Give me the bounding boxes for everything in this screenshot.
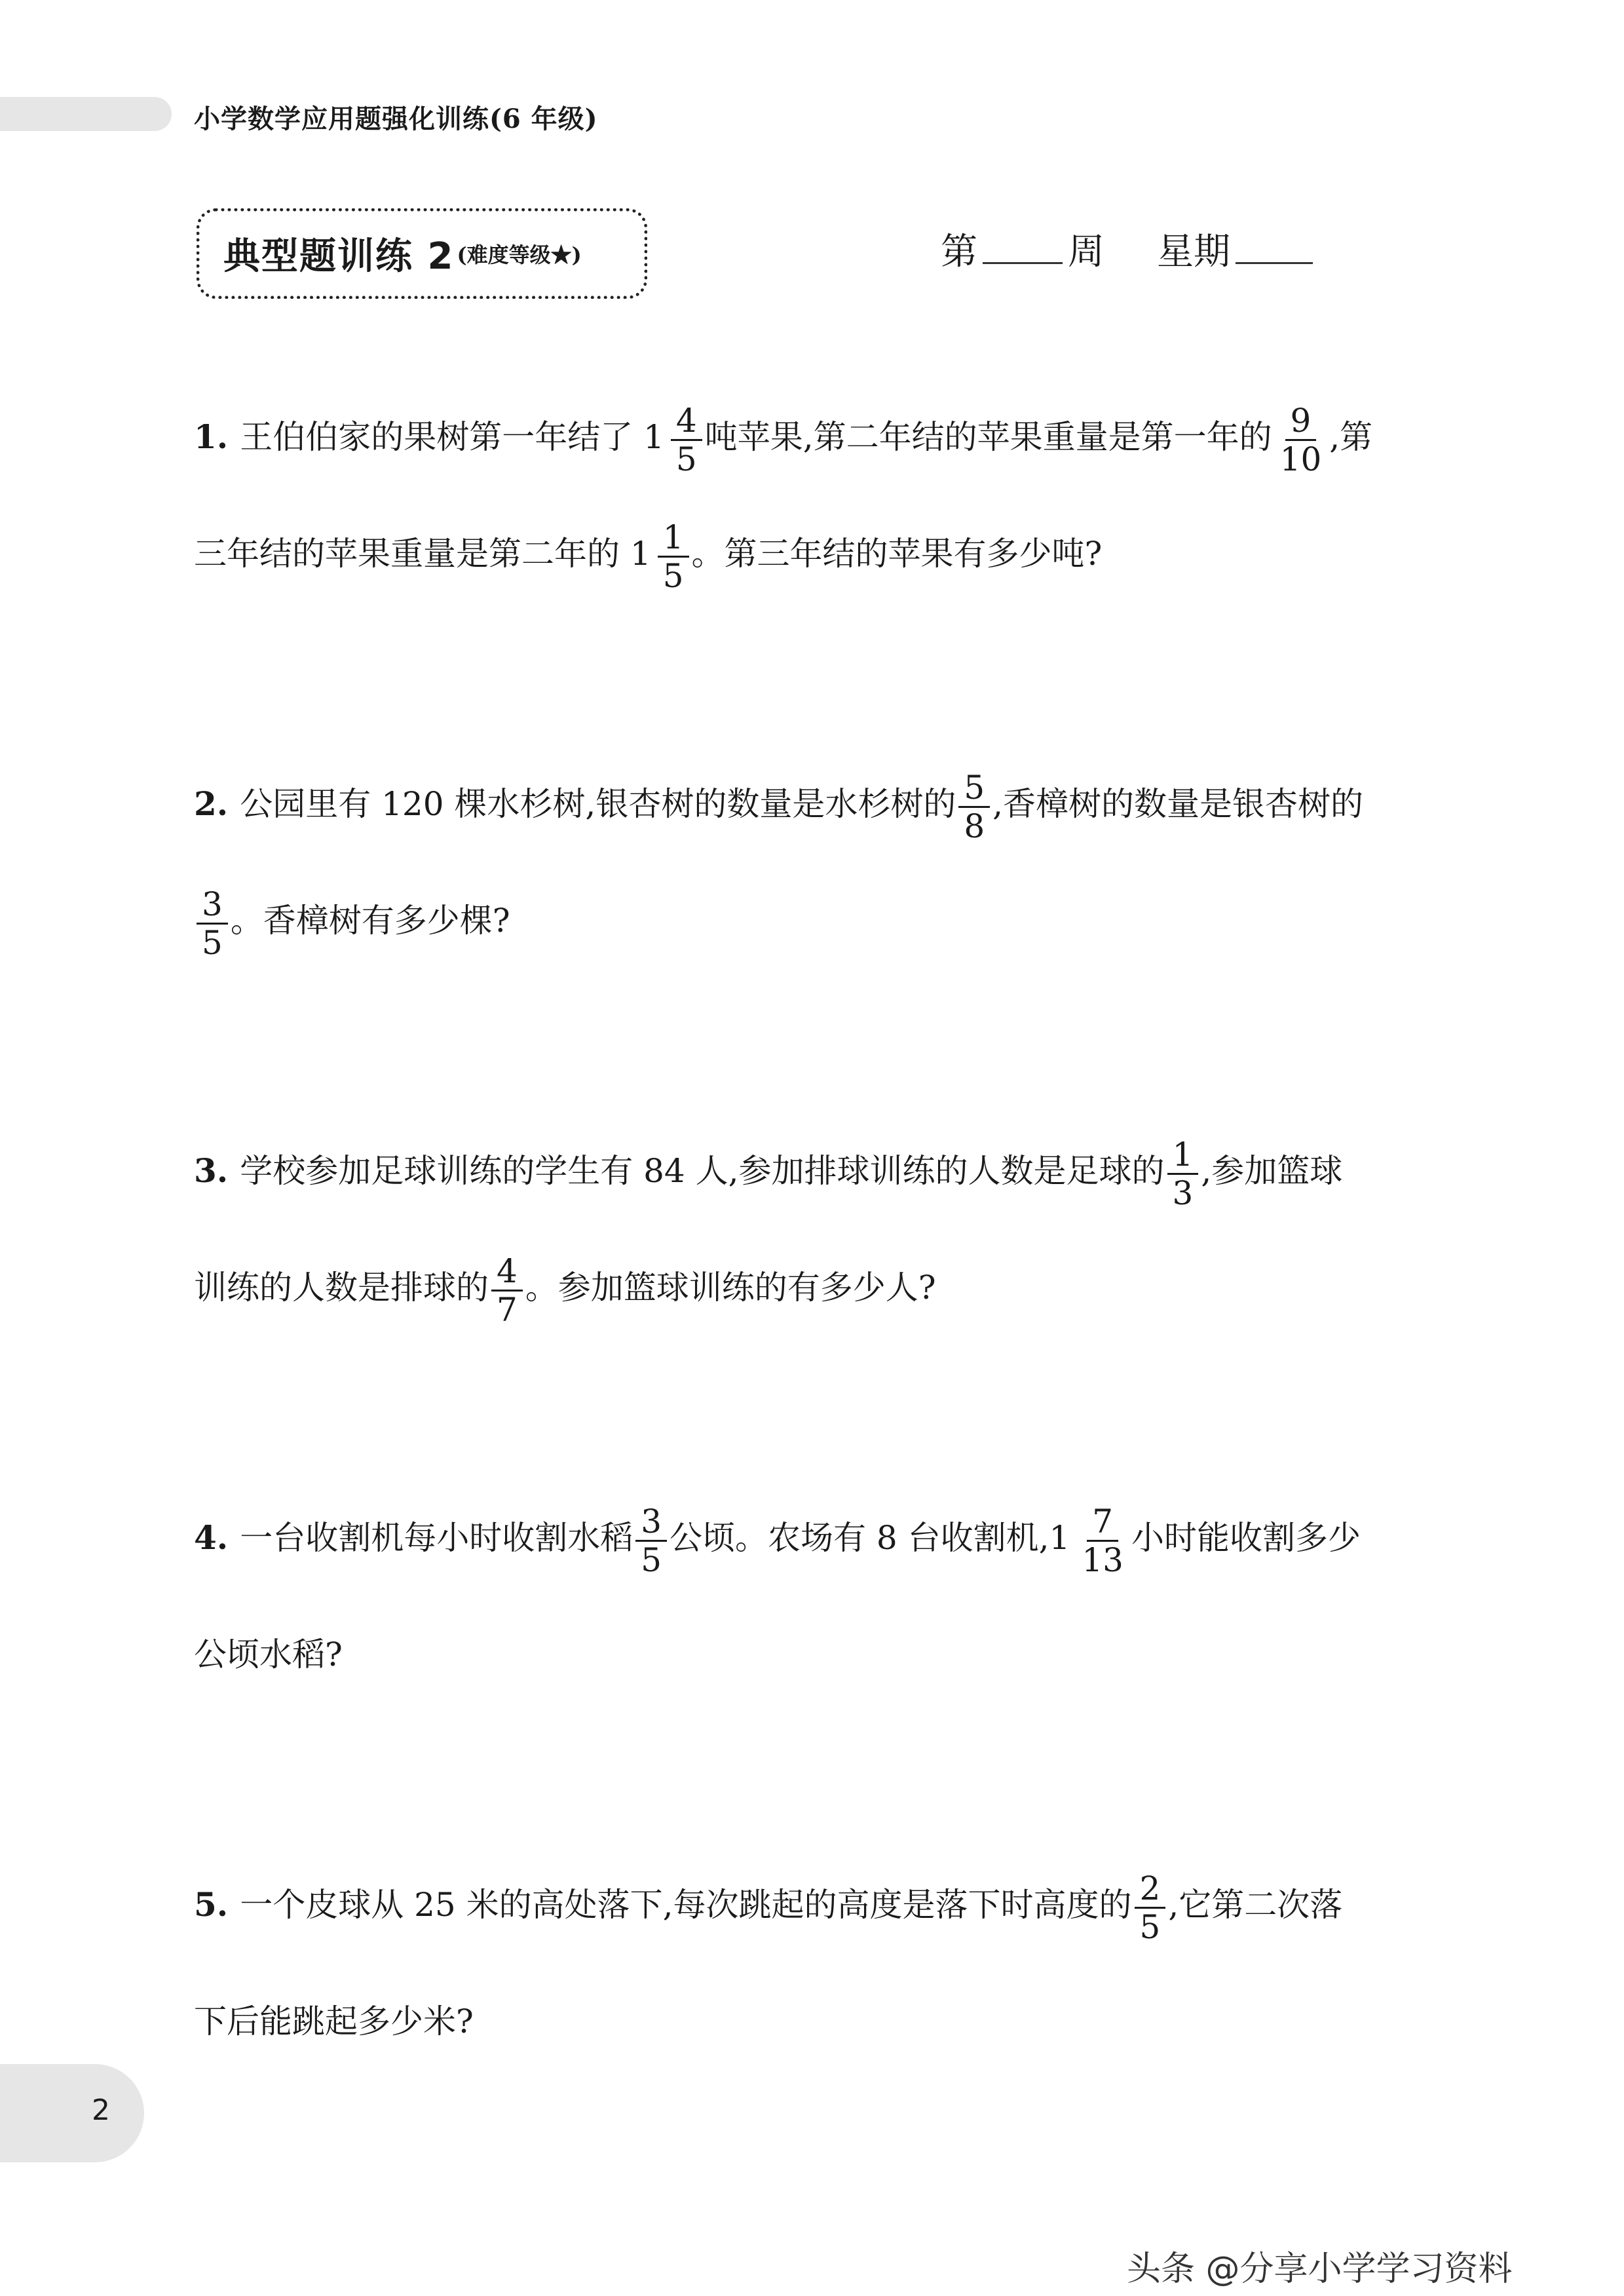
question-number: 5.	[194, 1885, 229, 1924]
weekday-label: 星期	[1157, 231, 1230, 273]
question-text: ,参加篮球	[1201, 1152, 1343, 1190]
mixed-number-whole: 1	[1049, 1519, 1070, 1557]
question-text: 公顷。农场有 8 台收割机,	[670, 1519, 1049, 1557]
question-number: 3.	[194, 1151, 229, 1190]
question-1	[194, 379, 1445, 612]
fraction-numerator: 3	[635, 1503, 667, 1542]
question-line	[194, 379, 1445, 495]
question-text: 公顷水稻?	[194, 1636, 343, 1674]
fraction	[658, 519, 689, 594]
fraction-numerator: 7	[1087, 1503, 1118, 1542]
section-title-box	[197, 208, 647, 299]
fraction-denominator: 5	[1139, 1907, 1161, 1946]
question-line	[194, 1963, 1445, 2080]
question-text: ,它第二次落	[1168, 1886, 1343, 1924]
question-number: 1.	[194, 417, 229, 456]
fraction	[1135, 1870, 1166, 1945]
week-prefix: 第	[941, 231, 977, 273]
mixed-number-whole: 1	[643, 418, 664, 456]
question-text: ,香樟树的数量是银杏树的	[992, 785, 1364, 823]
question-text: 一个皮球从 25 米的高处落下,每次跳起的高度是落下时高度的	[240, 1886, 1132, 1924]
fraction-denominator: 8	[964, 807, 985, 845]
question-text: 。第三年结的苹果有多少吨?	[691, 535, 1103, 573]
section-title: 典型题训练 2	[223, 235, 455, 278]
fraction	[197, 886, 228, 961]
fraction	[491, 1253, 523, 1328]
fraction-denominator: 10	[1279, 440, 1322, 478]
question-text: 三年结的苹果重量是第二年的	[194, 535, 630, 573]
schedule-fill-in	[941, 223, 1313, 275]
fraction-numerator: 4	[491, 1253, 523, 1292]
fraction	[1167, 1136, 1199, 1212]
question-line	[194, 862, 1445, 979]
week-suffix: 周	[1068, 231, 1105, 273]
fraction-numerator: 2	[1135, 1870, 1166, 1909]
question-text: 学校参加足球训练的学生有 84 人,参加排球训练的人数是足球的	[240, 1152, 1165, 1190]
question-line	[194, 1596, 1445, 1713]
question-line	[194, 1229, 1445, 1346]
header-tab-decoration	[0, 97, 172, 131]
fraction-numerator: 9	[1285, 402, 1317, 441]
question-text: 小时能收割多少	[1131, 1519, 1361, 1557]
fraction-denominator: 5	[202, 923, 223, 962]
page-number-tab	[0, 2064, 144, 2162]
fraction-denominator: 5	[675, 440, 697, 478]
question-text: 。香樟树有多少棵?	[230, 902, 510, 940]
fraction	[671, 402, 702, 478]
week-blank[interactable]	[983, 258, 1063, 264]
weekday-blank[interactable]	[1236, 258, 1313, 264]
fraction-numerator: 1	[658, 519, 689, 558]
question-text: 公园里有 120 棵水杉树,银杏树的数量是水杉树的	[240, 785, 956, 823]
question-4	[194, 1480, 1445, 1713]
question-2	[194, 746, 1445, 979]
question-text: 一台收割机每小时收割水稻	[240, 1519, 633, 1557]
question-text: 。参加篮球训练的有多少人?	[525, 1269, 936, 1307]
question-5	[194, 1846, 1445, 2080]
question-line	[194, 1480, 1445, 1596]
fraction-numerator: 5	[958, 769, 990, 808]
question-text: 吨苹果,第二年结的苹果重量是第一年的	[704, 418, 1272, 456]
mixed-number-whole: 1	[630, 535, 651, 573]
question-number: 4.	[194, 1518, 229, 1557]
book-title: 小学数学应用题强化训练(6 年级)	[194, 104, 598, 134]
fraction	[1076, 1503, 1129, 1578]
fraction	[635, 1503, 667, 1578]
page-number: 2	[92, 2094, 110, 2127]
question-line	[194, 1113, 1445, 1229]
fraction	[958, 769, 990, 845]
fraction	[1275, 402, 1327, 478]
question-text: 下后能跳起多少米?	[194, 2002, 474, 2040]
fraction-denominator: 13	[1082, 1540, 1124, 1579]
fraction-numerator: 3	[197, 886, 228, 925]
difficulty-level: (难度等级★)	[457, 242, 582, 267]
question-3	[194, 1113, 1445, 1346]
fraction-denominator: 3	[1172, 1174, 1194, 1212]
fraction-denominator: 5	[662, 556, 684, 595]
question-line	[194, 495, 1445, 612]
fraction-denominator: 7	[497, 1290, 518, 1329]
question-text: 训练的人数是排球的	[194, 1269, 489, 1307]
question-text: 王伯伯家的果树第一年结了	[240, 418, 644, 456]
watermark: 头条 @分享小学学习资料	[1127, 2249, 1513, 2289]
fraction-numerator: 1	[1167, 1136, 1199, 1175]
question-number: 2.	[194, 784, 229, 823]
question-line	[194, 1846, 1445, 1963]
fraction-numerator: 4	[671, 402, 702, 441]
question-line	[194, 746, 1445, 862]
fraction-denominator: 5	[641, 1540, 662, 1579]
question-text: ,第	[1329, 418, 1373, 456]
